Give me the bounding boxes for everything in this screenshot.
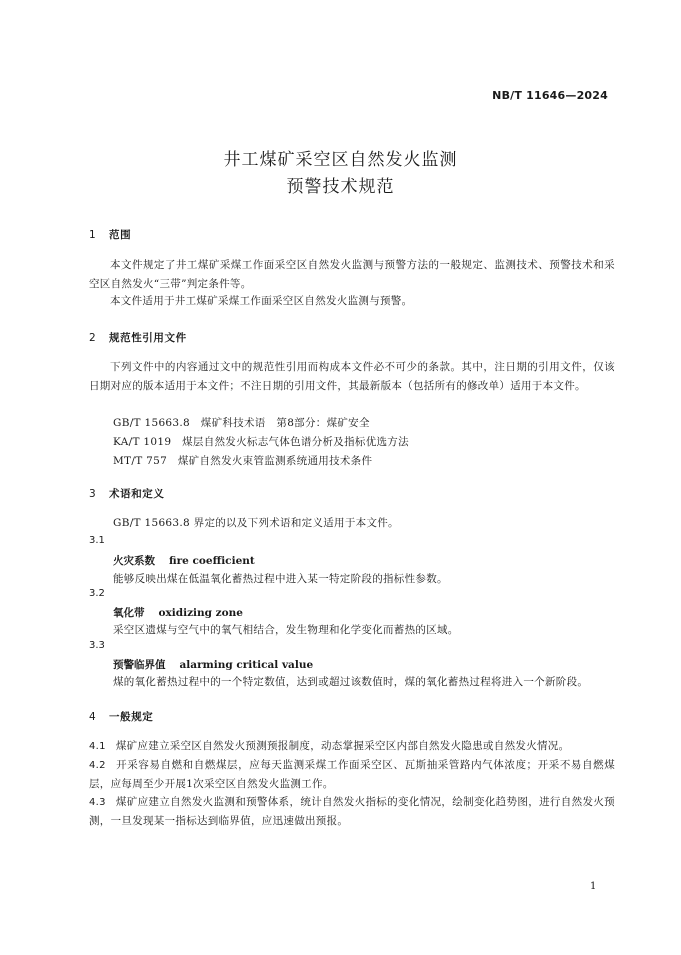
term-en: oxidizing zone xyxy=(158,607,243,619)
term-definition: 采空区遗煤与空气中的氧气相结合，发生物理和化学变化而蓄热的区域。 xyxy=(113,624,459,636)
general-clause xyxy=(89,793,615,831)
section-number: 4 xyxy=(89,711,97,723)
general-clause xyxy=(89,737,615,756)
section-1-paragraph-2: 本文件适用于井工煤矿采煤工作面采空区自然发火监测与预警。 xyxy=(110,295,413,307)
section-3-paragraph-1: GB/T 15663.8 界定的以及下列术语和定义适用于本文件。 xyxy=(113,517,399,529)
section-title: 术语和定义 xyxy=(109,488,165,500)
standard-code: NB/T 11646—2024 xyxy=(492,89,608,102)
term-number: 3.1 xyxy=(89,535,105,546)
page-number: 1 xyxy=(590,881,597,892)
term-en: alarming critical value xyxy=(179,659,314,671)
normative-reference: KA/T 1019 煤层自然发火标志气体色谱分析及指标优选方法 xyxy=(113,436,409,448)
term-zh: 火灾系数 xyxy=(113,555,155,567)
section-title: 规范性引用文件 xyxy=(109,332,187,344)
clause-number: 4.1 xyxy=(89,741,106,752)
clause-number: 4.2 xyxy=(89,760,106,771)
section-number: 2 xyxy=(89,332,97,344)
term-title xyxy=(113,605,243,620)
document-title-line2: 预警技术规范 xyxy=(286,177,395,197)
general-clause xyxy=(89,756,615,794)
document-title-line1: 井工煤矿采空区自然发火监测 xyxy=(223,150,458,170)
normative-reference: MT/T 757 煤矿自然发火束管监测系统通用技术条件 xyxy=(113,455,373,467)
clause-text: 煤矿应建立采空区自然发火预测预报制度，动态掌握采空区内部自然发火隐患或自然发火情况。 xyxy=(115,740,570,752)
term-definition: 煤的氧化蓄热过程中的一个特定数值，达到或超过该数值时，煤的氧化蓄热过程将进入一个新阶段。 xyxy=(113,676,589,688)
section-number: 1 xyxy=(89,229,97,241)
clause-text: 煤矿应建立自然发火监测和预警体系，统计自然发火指标的变化情况，绘制变化趋势图，进行自然发火预测，一旦发现某一指标达到临界值，应迅速做出预报。 xyxy=(89,796,615,827)
term-zh: 预警临界值 xyxy=(113,659,166,671)
section-title: 一般规定 xyxy=(109,711,154,723)
term-number: 3.2 xyxy=(89,588,105,599)
section-1-heading xyxy=(89,227,131,242)
clause-text: 开采容易自燃和自燃煤层，应每天监测采煤工作面采空区、瓦斯抽采管路内气体浓度；开采不易自燃煤层，应每周至少开展1次采空区自然发火监测工作。 xyxy=(89,759,615,790)
term-number: 3.3 xyxy=(89,640,105,651)
section-2-paragraph-1: 下列文件中的内容通过文中的规范性引用而构成本文件必不可少的条款。其中，注日期的引用文件，仅该日期对应的版本适用于本文件；不注日期的引用文件，其最新版本（包括所有的修改单）适用于本文件。 xyxy=(89,361,615,392)
term-title xyxy=(113,553,255,568)
section-1-paragraph-1: 本文件规定了井工煤矿采煤工作面采空区自然发火监测与预警方法的一般规定、监测技术、预警技术和采空区自然发火“三带”判定条件等。 xyxy=(89,259,615,290)
section-4-heading xyxy=(89,709,153,724)
term-title xyxy=(113,657,313,672)
section-3-heading xyxy=(89,486,165,501)
section-2-heading xyxy=(89,330,187,345)
clause-number: 4.3 xyxy=(89,797,106,808)
section-number: 3 xyxy=(89,488,97,500)
section-title: 范围 xyxy=(109,229,132,241)
normative-reference: GB/T 15663.8 煤矿科技术语 第8部分：煤矿安全 xyxy=(113,417,370,429)
term-en: fire coefficient xyxy=(169,555,255,567)
term-zh: 氧化带 xyxy=(113,607,145,619)
term-definition: 能够反映出煤在低温氧化蓄热过程中进入某一特定阶段的指标性参数。 xyxy=(113,573,448,585)
